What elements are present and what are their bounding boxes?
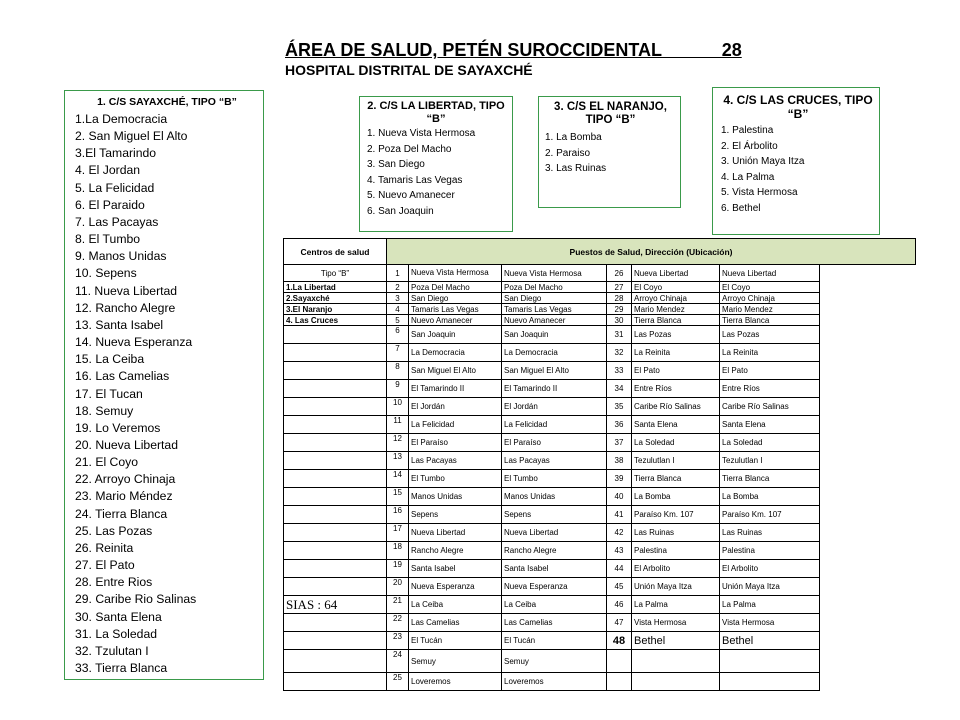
puesto-b-cell: Vista Hermosa — [632, 614, 720, 632]
list-item: 7. Las Pacayas — [75, 214, 159, 229]
ubicacion-b-cell: Las Pozas — [720, 326, 820, 344]
list-item: 1. La Bomba — [545, 132, 602, 143]
list-item: 3. San Diego — [367, 159, 425, 171]
num-b-cell: 26 — [607, 265, 632, 282]
table-row — [284, 344, 916, 362]
cs-sayaxche-list — [75, 111, 259, 677]
page-title: ÁREA DE SALUD, PETÉN SUROCCIDENTAL 28 — [285, 40, 742, 60]
puesto-a-cell: Las Pacayas — [409, 452, 502, 470]
puesto-b-cell: La Reinita — [632, 344, 720, 362]
table-row — [284, 542, 916, 560]
list-item: 28. Entre Rios — [75, 575, 153, 590]
puesto-b-cell: Mario Mendez — [632, 304, 720, 315]
puesto-a-cell: La Ceiba — [409, 596, 502, 614]
ubicacion-a-cell: Nueva Esperanza — [502, 578, 607, 596]
puesto-a-cell: El Paraíso — [409, 434, 502, 452]
list-item: 9. Manos Unidas — [75, 249, 167, 264]
ubicacion-b-cell: Las Ruinas — [720, 524, 820, 542]
list-item: 22. Arroyo Chinaja — [75, 472, 176, 487]
list-item: 33. Tierra Blanca — [75, 661, 168, 675]
num-a-cell: 2 — [387, 282, 409, 293]
puesto-a-cell: El Tumbo — [409, 470, 502, 488]
puesto-b-cell: La Soledad — [632, 434, 720, 452]
ubicacion-a-cell: San Miguel El Alto — [502, 362, 607, 380]
ubicacion-b-cell: Unión Maya Itza — [720, 578, 820, 596]
table-row — [284, 362, 916, 380]
centro-cell: Tipo “B” — [284, 265, 387, 282]
num-a-cell: 7 — [387, 344, 409, 362]
table-row — [284, 488, 916, 506]
puesto-b-cell: La Palma — [632, 596, 720, 614]
num-b-cell: 32 — [607, 344, 632, 362]
ubicacion-b-cell: Santa Elena — [720, 416, 820, 434]
list-item: 16. Las Camelias — [75, 369, 170, 384]
num-b-cell: 47 — [607, 614, 632, 632]
centro-cell — [284, 673, 387, 691]
table-row — [284, 293, 916, 304]
num-a-cell: 17 — [387, 524, 409, 542]
puesto-b-cell: La Bomba — [632, 488, 720, 506]
ubicacion-a-cell: Poza Del Macho — [502, 282, 607, 293]
list-item: 24. Tierra Blanca — [75, 506, 168, 521]
ubicacion-a-cell: El Jordán — [502, 398, 607, 416]
num-a-cell: 10 — [387, 398, 409, 416]
cs-la-libertad-box — [359, 96, 513, 232]
puesto-b-cell: Nueva Libertad — [632, 265, 720, 282]
num-a-cell: 11 — [387, 416, 409, 434]
num-a-cell: 4 — [387, 304, 409, 315]
num-b-cell: 30 — [607, 315, 632, 326]
centro-cell — [284, 632, 387, 650]
cs-las-cruces-heading: 4. C/S LAS CRUCES, TIPO “B” — [723, 93, 873, 121]
num-b-cell: 44 — [607, 560, 632, 578]
puestos-de-salud-table — [283, 238, 916, 691]
num-b-cell — [607, 673, 632, 691]
puesto-a-cell: Santa Isabel — [409, 560, 502, 578]
table-row — [284, 470, 916, 488]
ubicacion-a-cell: El Paraíso — [502, 434, 607, 452]
ubicacion-a-cell: Rancho Alegre — [502, 542, 607, 560]
puesto-b-cell: Santa Elena — [632, 416, 720, 434]
puesto-a-cell: Loveremos — [409, 673, 502, 691]
puesto-b-cell: Caribe Río Salinas — [632, 398, 720, 416]
ubicacion-a-cell: El Tumbo — [502, 470, 607, 488]
list-item: 4. La Palma — [721, 171, 775, 183]
puesto-a-cell: Manos Unidas — [409, 488, 502, 506]
num-a-cell: 22 — [387, 614, 409, 632]
puesto-a-cell: Las Camelias — [409, 614, 502, 632]
ubicacion-b-cell: El Arbolito — [720, 560, 820, 578]
num-b-cell: 45 — [607, 578, 632, 596]
centro-cell — [284, 434, 387, 452]
centro-cell — [284, 416, 387, 434]
num-b-cell: 40 — [607, 488, 632, 506]
list-item: 13. Santa Isabel — [75, 317, 164, 332]
num-b-cell: 39 — [607, 470, 632, 488]
header-centros-de-salud: Centros de salud — [284, 239, 387, 265]
ubicacion-b-cell — [720, 673, 820, 691]
puesto-b-cell: Las Pozas — [632, 326, 720, 344]
list-item: 6. Bethel — [721, 202, 761, 214]
cs-la-libertad-list — [364, 126, 508, 220]
ubicacion-b-cell: El Pato — [720, 362, 820, 380]
table-row — [284, 380, 916, 398]
list-item: 25. Las Pozas — [75, 523, 153, 538]
list-item: 15. La Ceiba — [75, 352, 145, 367]
ubicacion-a-cell: San Diego — [502, 293, 607, 304]
num-a-cell: 19 — [387, 560, 409, 578]
list-item: 11. Nueva Libertad — [75, 283, 178, 298]
cs-sayaxche-box — [64, 90, 264, 680]
table-row — [284, 416, 916, 434]
list-item: 12. Rancho Alegre — [75, 300, 176, 315]
list-item: 20. Nueva Libertad — [75, 437, 178, 452]
table-row — [284, 650, 916, 673]
table-row — [284, 673, 916, 691]
centro-cell: SIAS : 64 — [284, 596, 387, 614]
puesto-a-cell: El Jordán — [409, 398, 502, 416]
puesto-b-cell: Palestina — [632, 542, 720, 560]
num-a-cell: 13 — [387, 452, 409, 470]
ubicacion-a-cell: Tamaris Las Vegas — [502, 304, 607, 315]
ubicacion-b-cell: La Bomba — [720, 488, 820, 506]
puesto-b-cell — [632, 673, 720, 691]
ubicacion-b-cell: Arroyo Chinaja — [720, 293, 820, 304]
num-a-cell: 3 — [387, 293, 409, 304]
puesto-a-cell: Rancho Alegre — [409, 542, 502, 560]
ubicacion-a-cell: San Joaquin — [502, 326, 607, 344]
centro-cell — [284, 506, 387, 524]
list-item: 4. Tamaris Las Vegas — [367, 174, 463, 186]
list-item: 30. Santa Elena — [75, 609, 162, 624]
puesto-a-cell: San Diego — [409, 293, 502, 304]
num-a-cell: 6 — [387, 326, 409, 344]
num-a-cell: 12 — [387, 434, 409, 452]
ubicacion-b-cell: Paraíso Km. 107 — [720, 506, 820, 524]
ubicacion-a-cell: Sepens — [502, 506, 607, 524]
num-a-cell: 14 — [387, 470, 409, 488]
list-item: 18. Semuy — [75, 403, 134, 418]
table-row — [284, 398, 916, 416]
num-b-cell: 48 — [607, 632, 632, 650]
list-item: 23. Mario Méndez — [75, 489, 173, 504]
ubicacion-a-cell: Santa Isabel — [502, 560, 607, 578]
num-b-cell: 41 — [607, 506, 632, 524]
ubicacion-b-cell: Vista Hermosa — [720, 614, 820, 632]
centro-cell: 4. Las Cruces — [284, 315, 387, 326]
ubicacion-b-cell: Nueva Libertad — [720, 265, 820, 282]
list-item: 5. Vista Hermosa — [721, 187, 798, 199]
centro-cell — [284, 344, 387, 362]
ubicacion-b-cell: La Palma — [720, 596, 820, 614]
puesto-b-cell: El Coyo — [632, 282, 720, 293]
ubicacion-a-cell: Las Pacayas — [502, 452, 607, 470]
list-item: 10. Sepens — [75, 266, 137, 281]
list-item: 2. Poza Del Macho — [367, 143, 452, 155]
centro-cell: 1.La Libertad — [284, 282, 387, 293]
table-row — [284, 434, 916, 452]
list-item: 3. Las Ruinas — [545, 163, 607, 175]
table-row — [284, 326, 916, 344]
centro-cell — [284, 362, 387, 380]
table-row — [284, 506, 916, 524]
list-item: 1. Palestina — [721, 125, 774, 136]
ubicacion-a-cell: La Ceiba — [502, 596, 607, 614]
ubicacion-b-cell: Tierra Blanca — [720, 315, 820, 326]
list-item: 2. El Árbolito — [721, 140, 778, 152]
num-b-cell: 46 — [607, 596, 632, 614]
num-b-cell: 36 — [607, 416, 632, 434]
table-body — [284, 265, 916, 691]
ubicacion-a-cell: La Felicidad — [502, 416, 607, 434]
puesto-b-cell: Tierra Blanca — [632, 315, 720, 326]
centro-cell — [284, 524, 387, 542]
num-a-cell: 20 — [387, 578, 409, 596]
num-b-cell: 33 — [607, 362, 632, 380]
ubicacion-b-cell: La Soledad — [720, 434, 820, 452]
table-row — [284, 524, 916, 542]
header-puestos-de-salud: Puestos de Salud, Dirección (Ubicación) — [387, 239, 916, 265]
puesto-b-cell: Tierra Blanca — [632, 470, 720, 488]
ubicacion-a-cell: Las Camelias — [502, 614, 607, 632]
table-row — [284, 632, 916, 650]
puesto-a-cell: San Miguel El Alto — [409, 362, 502, 380]
table-row — [284, 315, 916, 326]
puesto-a-cell: Nuevo Amanecer — [409, 315, 502, 326]
centro-cell — [284, 560, 387, 578]
ubicacion-b-cell: Bethel — [720, 632, 820, 650]
puesto-a-cell: Nueva Libertad — [409, 524, 502, 542]
cs-el-naranjo-list — [545, 130, 676, 177]
list-item: 29. Caribe Rio Salinas — [75, 592, 197, 607]
puesto-a-cell: Nueva Vista Hermosa — [409, 265, 502, 282]
num-b-cell: 27 — [607, 282, 632, 293]
centro-cell — [284, 488, 387, 506]
num-a-cell: 23 — [387, 632, 409, 650]
puesto-a-cell: La Democracia — [409, 344, 502, 362]
centro-cell — [284, 470, 387, 488]
num-b-cell: 31 — [607, 326, 632, 344]
ubicacion-b-cell: El Coyo — [720, 282, 820, 293]
table-row — [284, 452, 916, 470]
ubicacion-b-cell: Tierra Blanca — [720, 470, 820, 488]
puesto-b-cell: Las Ruinas — [632, 524, 720, 542]
list-item: 31. La Soledad — [75, 626, 157, 641]
num-b-cell: 28 — [607, 293, 632, 304]
num-b-cell: 34 — [607, 380, 632, 398]
centro-cell: 3.El Naranjo — [284, 304, 387, 315]
puesto-a-cell: La Felicidad — [409, 416, 502, 434]
num-a-cell: 8 — [387, 362, 409, 380]
list-item: 21. El Coyo — [75, 455, 139, 470]
num-a-cell: 15 — [387, 488, 409, 506]
puesto-b-cell: El Pato — [632, 362, 720, 380]
ubicacion-a-cell: El Tucán — [502, 632, 607, 650]
cs-la-libertad-heading: 2. C/S LA LIBERTAD, TIPO “B” — [367, 100, 505, 125]
puesto-b-cell: Arroyo Chinaja — [632, 293, 720, 304]
ubicacion-a-cell: Manos Unidas — [502, 488, 607, 506]
puesto-b-cell: El Arbolito — [632, 560, 720, 578]
ubicacion-a-cell: Nueva Vista Hermosa — [502, 265, 607, 282]
num-b-cell: 29 — [607, 304, 632, 315]
cs-sayaxche-heading: 1. C/S SAYAXCHÉ, TIPO “B” — [97, 96, 237, 108]
puesto-a-cell: Poza Del Macho — [409, 282, 502, 293]
centro-cell — [284, 614, 387, 632]
ubicacion-b-cell: Entre Ríos — [720, 380, 820, 398]
num-b-cell: 38 — [607, 452, 632, 470]
num-b-cell: 35 — [607, 398, 632, 416]
puesto-a-cell: El Tucán — [409, 632, 502, 650]
list-item: 1.La Democracia — [75, 112, 168, 126]
ubicacion-b-cell: Caribe Río Salinas — [720, 398, 820, 416]
puesto-a-cell: Tamaris Las Vegas — [409, 304, 502, 315]
page-subtitle: HOSPITAL DISTRITAL DE SAYAXCHÉ — [285, 62, 533, 78]
num-a-cell: 5 — [387, 315, 409, 326]
ubicacion-a-cell: Nueva Libertad — [502, 524, 607, 542]
centro-cell — [284, 452, 387, 470]
centro-cell — [284, 326, 387, 344]
ubicacion-a-cell: La Democracia — [502, 344, 607, 362]
num-a-cell: 16 — [387, 506, 409, 524]
list-item: 26. Reinita — [75, 540, 134, 555]
table-row — [284, 304, 916, 315]
puesto-b-cell: Bethel — [632, 632, 720, 650]
puesto-a-cell: San Joaquin — [409, 326, 502, 344]
ubicacion-a-cell: Loveremos — [502, 673, 607, 691]
centro-cell — [284, 398, 387, 416]
list-item: 2. Paraiso — [545, 147, 591, 159]
puesto-a-cell: Semuy — [409, 650, 502, 673]
centro-cell — [284, 380, 387, 398]
list-item: 6. El Paraido — [75, 197, 145, 212]
puesto-a-cell: Sepens — [409, 506, 502, 524]
puesto-b-cell: Unión Maya Itza — [632, 578, 720, 596]
ubicacion-b-cell: Tezulutlan I — [720, 452, 820, 470]
table-row — [284, 578, 916, 596]
ubicacion-b-cell: Palestina — [720, 542, 820, 560]
list-item: 32. Tzulutan I — [75, 643, 149, 658]
centro-cell — [284, 578, 387, 596]
table-row — [284, 596, 916, 614]
cs-el-naranjo-box — [538, 96, 681, 208]
num-a-cell: 9 — [387, 380, 409, 398]
centro-cell: 2.Sayaxché — [284, 293, 387, 304]
centro-cell — [284, 542, 387, 560]
table-row — [284, 614, 916, 632]
cs-las-cruces-list — [721, 123, 875, 217]
list-item: 14. Nueva Esperanza — [75, 335, 193, 350]
list-item: 2. San Miguel El Alto — [75, 129, 188, 144]
list-item: 17. El Tucan — [75, 386, 143, 401]
list-item: 5. La Felicidad — [75, 180, 155, 195]
list-item: 19. Lo Veremos — [75, 420, 161, 435]
list-item: 27. El Pato — [75, 558, 135, 573]
list-item: 3. Unión Maya Itza — [721, 156, 805, 168]
puesto-b-cell: Paraíso Km. 107 — [632, 506, 720, 524]
num-b-cell: 43 — [607, 542, 632, 560]
ubicacion-b-cell — [720, 650, 820, 673]
num-a-cell: 24 — [387, 650, 409, 673]
puesto-b-cell: Tezulutlan I — [632, 452, 720, 470]
ubicacion-b-cell: La Reinita — [720, 344, 820, 362]
puesto-b-cell: Entre Ríos — [632, 380, 720, 398]
cs-el-naranjo-heading: 3. C/S EL NARANJO, TIPO “B” — [554, 101, 667, 126]
num-a-cell: 21 — [387, 596, 409, 614]
cs-las-cruces-box — [712, 87, 880, 235]
table-row — [284, 560, 916, 578]
num-b-cell: 42 — [607, 524, 632, 542]
ubicacion-a-cell: El Tamarindo II — [502, 380, 607, 398]
ubicacion-a-cell: Semuy — [502, 650, 607, 673]
num-b-cell: 37 — [607, 434, 632, 452]
list-item: 5. Nuevo Amanecer — [367, 190, 455, 202]
puesto-a-cell: Nueva Esperanza — [409, 578, 502, 596]
list-item: 1. Nueva Vista Hermosa — [367, 128, 476, 139]
list-item: 6. San Joaquin — [367, 205, 434, 217]
num-a-cell: 18 — [387, 542, 409, 560]
num-b-cell — [607, 650, 632, 673]
puesto-a-cell: El Tamarindo II — [409, 380, 502, 398]
list-item: 4. El Jordan — [75, 163, 141, 178]
list-item: 3.El Tamarindo — [75, 146, 157, 161]
num-a-cell: 25 — [387, 673, 409, 691]
table-row — [284, 265, 916, 282]
table-row — [284, 282, 916, 293]
centro-cell — [284, 650, 387, 673]
list-item: 8. El Tumbo — [75, 232, 141, 247]
num-a-cell: 1 — [387, 265, 409, 282]
ubicacion-b-cell: Mario Mendez — [720, 304, 820, 315]
puesto-b-cell — [632, 650, 720, 673]
ubicacion-a-cell: Nuevo Amanecer — [502, 315, 607, 326]
